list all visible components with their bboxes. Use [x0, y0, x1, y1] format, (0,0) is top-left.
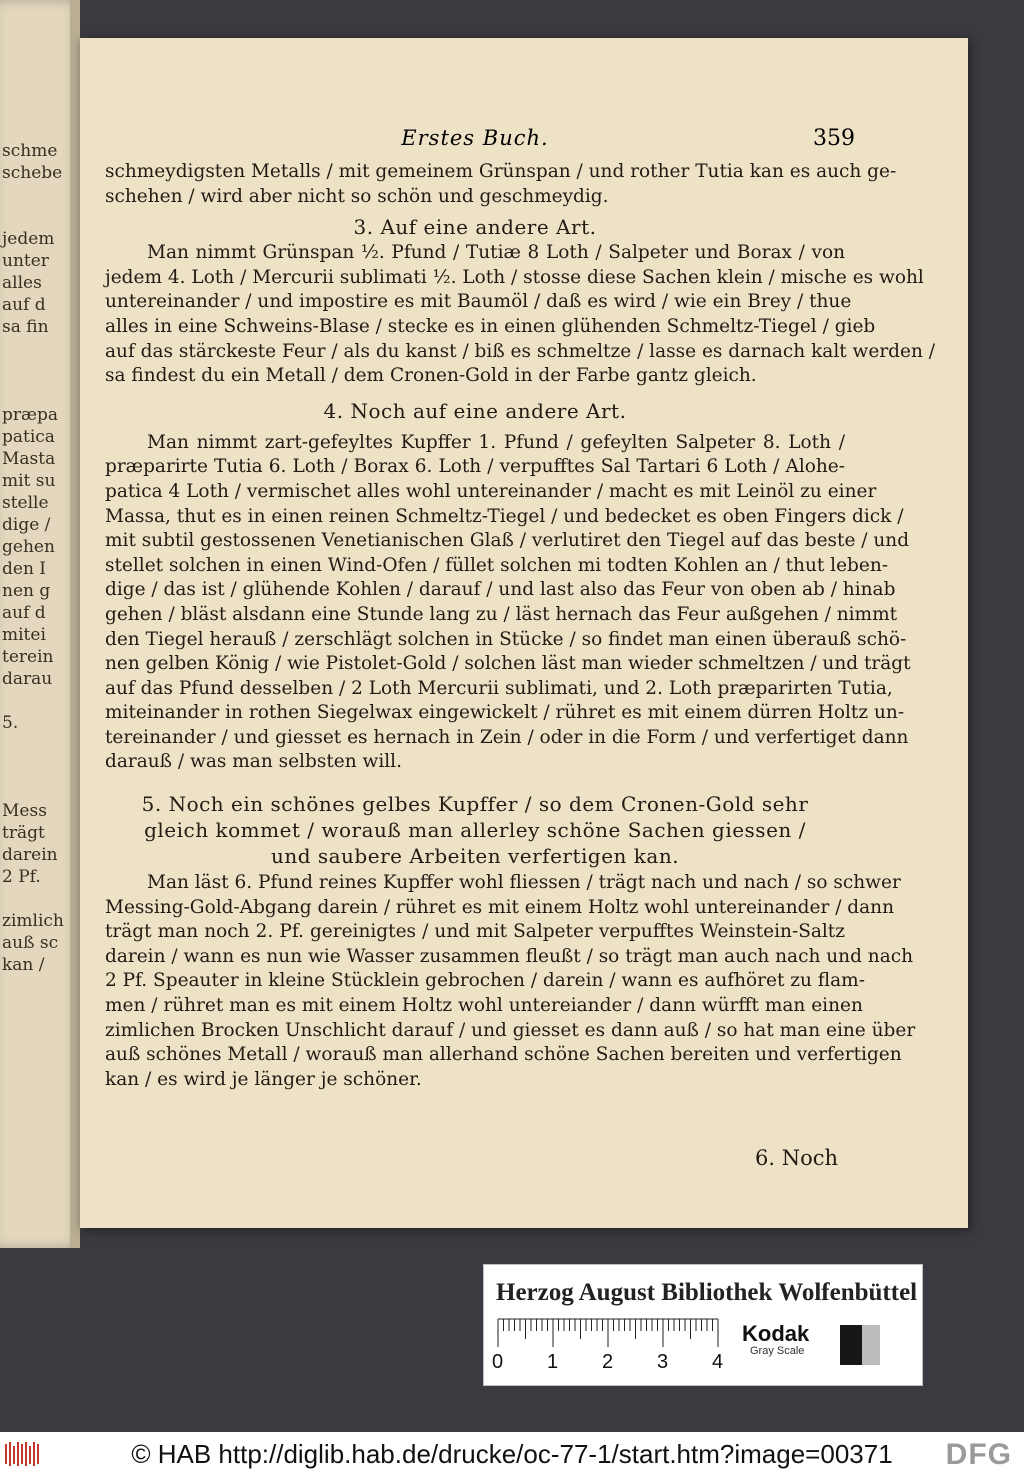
gray-scale-label: Gray Scale — [750, 1345, 805, 1357]
ruler-numbers — [488, 1351, 728, 1375]
text-line: schmeydigsten Metalls / mit gemeinem Grünspan / und rother Tutia kan es auch ge- — [105, 161, 897, 182]
left-page-fragment: alles — [2, 273, 42, 293]
left-page-fragment — [2, 382, 72, 404]
left-page-fragment: stelle — [2, 493, 49, 513]
text-line: tereinander / und giesset es hernach in Zein / oder in die Form / und verfertiget dann — [105, 726, 909, 748]
left-page-fragment — [2, 360, 72, 382]
left-page-fragment: trägt — [2, 823, 45, 843]
text-line: den Tiegel herauß / zerschlägt solchen in Stücke / so findet man einen überauß schö- — [105, 628, 907, 650]
left-page-fragment: Mess — [2, 801, 47, 821]
left-page-fragment: mit su — [2, 471, 56, 491]
left-page-fragment — [2, 734, 72, 756]
left-page-fragment: gehen — [2, 537, 55, 557]
section-5-paragraph — [105, 871, 916, 1092]
text-line: darauß / was man selbsten will. — [105, 751, 402, 773]
section-4-paragraph — [105, 431, 911, 775]
text-line: Man läst 6. Pfund reines Kupffer wohl fliessen / trägt nach und nach / so schwer — [147, 872, 901, 894]
left-page-fragment: auf d — [2, 603, 46, 623]
ruler-scale — [496, 1317, 724, 1347]
text-line: auf das Pfund desselben / 2 Loth Mercurii sublimati, und 2. Loth præparirten Tutia, — [105, 677, 893, 699]
text-line: miteinander in rothen Siegelwax eingewickelt / rühret es mit einem dürren Holtz un- — [105, 702, 905, 724]
left-page-fragment — [2, 206, 72, 228]
running-head — [105, 126, 855, 152]
section-3-paragraph — [105, 241, 935, 389]
library-name: Herzog August Bibliothek Wolfenbüttel — [496, 1279, 918, 1306]
left-page-fragment — [2, 756, 72, 778]
text-line: untereinander / und impostire es mit Baumöl / daß es wird / wie ein Brey / thue — [105, 291, 852, 313]
gray-swatch-light — [862, 1325, 880, 1365]
left-page-fragment — [2, 690, 72, 712]
left-page-fragment: jedem — [2, 229, 55, 249]
text-line: men / rühret man es mit einem Holtz wohl untereiander / dann würfft man einen — [105, 995, 863, 1017]
kodak-logo: Kodak — [742, 1321, 810, 1346]
text-line: gehen / bläst alsdann eine Stunde lang zu / läst hernach das Feur außgehen / nimmt — [105, 603, 898, 625]
text-line: darein / wann es nun wie Wasser zusammen fleußt / so trägt man auch nach und nach — [105, 945, 914, 967]
left-page-fragment: sa fin — [2, 317, 49, 337]
left-page-fragment: patica — [2, 427, 55, 447]
left-page-fragment: darein — [2, 845, 58, 865]
catchword: 6. Noch — [754, 1146, 838, 1170]
section-heading-4: 4. Noch auf eine andere Art. — [323, 398, 627, 423]
left-page-fragment — [2, 338, 72, 360]
text-line: Messing-Gold-Abgang darein / rühret es mit einem Holtz wohl untereinander / dann — [105, 896, 895, 918]
ruler-number: 4 — [712, 1351, 724, 1373]
text-line: zimlichen Brocken Unschlicht darauf / und giesset es dann auß / so hat man eine über — [105, 1019, 916, 1041]
left-page-text-fragments — [2, 140, 72, 976]
left-page-fragment: terein — [2, 647, 54, 667]
text-line: schehen / wird aber nicht so schön und geschmeydig. — [105, 185, 609, 207]
running-title: Erstes Buch. — [401, 126, 549, 150]
left-page-edge — [0, 0, 80, 1248]
text-line: Massa, thut es in einen reinen Schmeltz-Tiegel / und bedecket es oben Fingers dick / — [105, 505, 904, 527]
left-page-fragment: schme — [2, 141, 58, 161]
left-page-fragment: zimlich — [2, 911, 64, 931]
text-line: patica 4 Loth / vermischet alles wohl untereinander / macht es mit Leinöl zu einer — [105, 480, 877, 502]
text-line: stellet solchen in einen Wind-Ofen / füllet solchen mi todten Kohlen an / thut leben- — [105, 554, 888, 576]
section-heading-5 — [105, 791, 845, 869]
text-line: dige / das ist / glühende Kohlen / darauf / und last also das Feur von oben ab / hinab — [105, 579, 896, 601]
library-color-card — [483, 1264, 923, 1386]
body-text — [105, 160, 935, 1092]
left-page-fragment: 5. — [2, 713, 19, 733]
text-line: jedem 4. Loth / Mercurii sublimati ½. Loth / stosse diese Sachen klein / mische es wohl — [105, 266, 924, 288]
left-page-fragment: Masta — [2, 449, 56, 469]
left-page-fragment: schebe — [2, 163, 63, 183]
left-page-fragment: 2 Pf. — [2, 867, 41, 887]
left-page-fragment: auß sc — [2, 933, 59, 953]
ruler-number: 1 — [547, 1351, 559, 1373]
page-number: 359 — [813, 126, 855, 151]
book-page — [80, 38, 968, 1228]
left-page-fragment: auf d — [2, 295, 46, 315]
left-page-fragment: kan / — [2, 955, 45, 975]
left-page-fragment — [2, 888, 72, 910]
gray-swatch-dark — [840, 1325, 862, 1365]
left-page-fragment: mitei — [2, 625, 46, 645]
heading-line: gleich kommet / worauß man allerley schöne Sachen giessen / — [144, 818, 806, 843]
text-line: præparirte Tutia 6. Loth / Borax 6. Loth / verpufftes Sal Tartari 6 Loth / Alohe- — [105, 456, 845, 478]
left-page-fragment: unter — [2, 251, 49, 271]
ruler-number: 2 — [602, 1351, 614, 1373]
text-line: auß schönes Metall / worauß man allerhand schöne Sachen bereiten und verfertigen — [105, 1044, 902, 1066]
text-line: sa findest du ein Metall / dem Cronen-Gold in der Farbe gantz gleich. — [105, 365, 757, 387]
text-line: Man nimmt zart-gefeyltes Kupffer 1. Pfund / gefeylten Salpeter 8. Loth / — [147, 431, 845, 453]
text-line: auf das stärckeste Feur / als du kanst / biß es schmeltze / lasse es darnach kalt werden / — [105, 340, 935, 362]
left-page-fragment: nen g — [2, 581, 51, 601]
ruler-number: 0 — [492, 1351, 504, 1373]
citation-url[interactable]: © HAB http://diglib.hab.de/drucke/oc-77-1/start.htm?image=00371 — [131, 1439, 893, 1469]
left-page-fragment — [2, 184, 72, 206]
text-line: Man nimmt Grünspan ½. Pfund / Tutiæ 8 Loth / Salpeter und Borax / von — [147, 242, 845, 264]
left-page-fragment: præpa — [2, 405, 59, 425]
heading-line: 5. Noch ein schönes gelbes Kupffer / so dem Cronen-Gold sehr — [141, 792, 809, 817]
text-line: alles in eine Schweins-Blase / stecke es in einen glühenden Schmeltz-Tiegel / gieb — [105, 315, 876, 337]
intro-paragraph — [105, 160, 897, 209]
left-page-fragment: den I — [2, 559, 47, 579]
text-line: kan / es wird je länger je schöner. — [105, 1068, 422, 1090]
dfg-logo: DFG — [945, 1438, 1012, 1471]
ruler-number: 3 — [657, 1351, 669, 1373]
heading-line: und saubere Arbeiten verfertigen kan. — [270, 844, 680, 869]
left-page-fragment: dige / — [2, 515, 51, 535]
section-heading-3: 3. Auf eine andere Art. — [353, 215, 597, 240]
text-line: nen gelben König / wie Pistolet-Gold / solchen läst man wieder schmeltzen / und trägt — [105, 653, 911, 675]
text-line: 2 Pf. Speauter in kleine Stücklein gebrochen / darein / wann es aufhöret zu flam- — [105, 970, 865, 992]
text-line: trägt man noch 2. Pf. gereinigtes / und mit Salpeter verpufftes Weinstein-Saltz — [105, 921, 845, 943]
left-page-fragment: darau — [2, 669, 53, 689]
footer-bar — [0, 1432, 1024, 1476]
text-line: mit subtil gestossenen Venetianischen Glaß / verlutiret den Tiegel auf das beste / und — [105, 530, 910, 552]
left-page-fragment — [2, 778, 72, 800]
